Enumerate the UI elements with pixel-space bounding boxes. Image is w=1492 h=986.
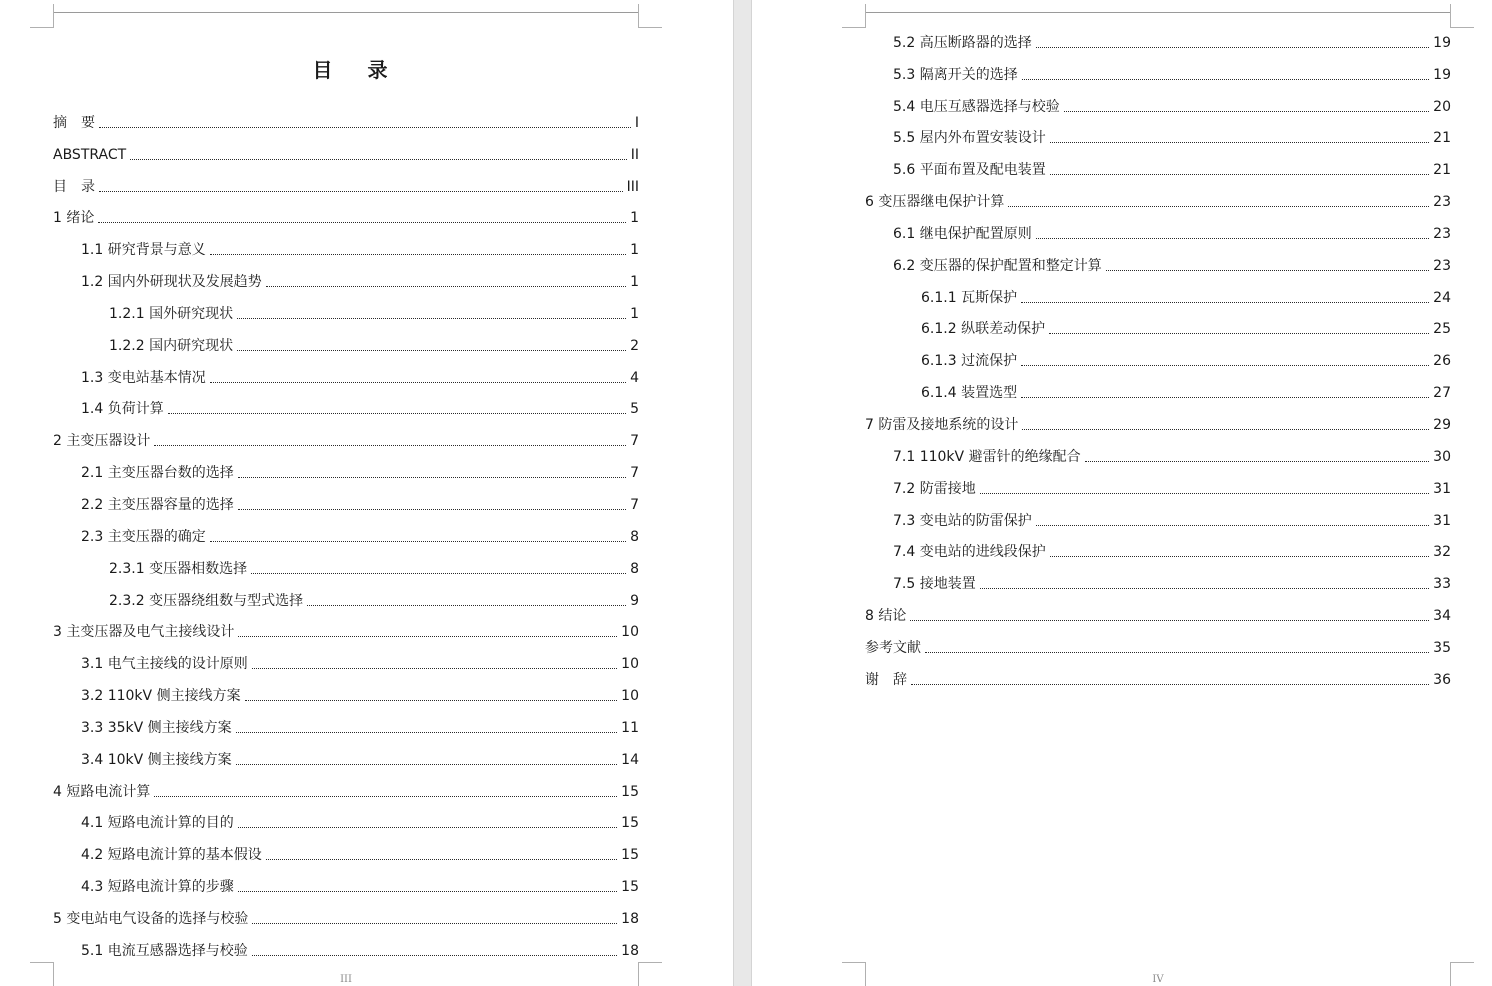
toc-entry[interactable] [865,440,1451,472]
toc-entry[interactable] [53,424,639,456]
toc-entry[interactable] [53,616,639,648]
dot-leader [251,573,626,574]
toc-entry-page-number: 31 [1433,512,1451,529]
dot-leader [210,254,626,255]
dot-leader [266,286,626,287]
toc-entry-page-number: 10 [621,656,639,673]
crop-mark-top-right [1450,4,1474,28]
dot-leader [238,891,617,892]
dot-leader [99,191,623,192]
toc-entry-label: 1.2.1 国外研究现状 [109,305,234,322]
toc-entry-page-number: 19 [1433,34,1451,51]
toc-entry-page-number: 23 [1433,225,1451,242]
dot-leader [238,477,626,478]
toc-entry-label: 7.3 变电站的防雷保护 [893,512,1032,529]
dot-leader [1049,333,1429,334]
toc-entry-page-number: 2 [630,337,639,354]
toc-entry-page-number: 34 [1433,608,1451,625]
toc-entry[interactable] [865,504,1451,536]
toc-entry-label: 2.3.2 变压器绕组数与型式选择 [109,592,304,609]
toc-entry-page-number: 7 [630,433,639,450]
toc-entry-label: 1.4 负荷计算 [81,401,164,418]
dot-leader [238,509,626,510]
toc-entry-label: 6.1.3 过流保护 [921,353,1018,370]
dot-leader [245,700,618,701]
toc-entry-label: 1.2.2 国内研究现状 [109,337,234,354]
toc-entry-page-number: 30 [1433,448,1451,465]
toc-entry-label: 3.4 10kV 侧主接线方案 [81,751,232,768]
toc-entry-page-number: 5 [630,401,639,418]
toc-entry-page-number: III [626,178,639,195]
toc-entry-page-number: 7 [630,496,639,513]
toc-entry-label: 5.4 电压互感器选择与校验 [893,98,1060,115]
toc-entry[interactable] [865,663,1451,695]
toc-entry-page-number: 24 [1433,289,1451,306]
dot-leader [99,127,631,128]
toc-entry[interactable] [53,711,639,743]
toc-entry-page-number: 10 [621,688,639,705]
toc-entry[interactable] [865,472,1451,504]
toc-entry-label: 1.1 研究背景与意义 [81,242,206,259]
toc-entry-page-number: 32 [1433,544,1451,561]
toc-entry-label: 参考文献 [865,639,921,656]
dot-leader [238,636,617,637]
toc-entry[interactable] [53,170,639,202]
crop-mark-top-left [30,4,54,28]
dot-leader [1008,206,1429,207]
dot-leader [210,541,626,542]
toc-entry-page-number: 4 [630,369,639,386]
toc-entry[interactable] [53,329,639,361]
toc-entry[interactable] [865,344,1451,376]
toc-entry[interactable] [53,934,639,966]
toc-entry-label: 2.3.1 变压器相数选择 [109,560,248,577]
toc-entry-page-number: 15 [621,783,639,800]
dot-leader [236,732,618,733]
dot-leader [98,222,626,223]
crop-mark-bottom-right [638,962,662,986]
toc-entry-page-number: 19 [1433,66,1451,83]
dot-leader [1085,461,1430,462]
toc-entry-label: 3.3 35kV 侧主接线方案 [81,719,232,736]
toc-entry[interactable] [53,552,639,584]
toc-entry-label: 3 主变压器及电气主接线设计 [53,624,235,641]
crop-mark-top-right [638,4,662,28]
toc-entry-label: 1 绪论 [53,210,95,227]
dot-leader [980,493,1429,494]
toc-entry-label: 6.1.2 纵联差动保护 [921,321,1046,338]
toc-entry[interactable] [53,106,639,138]
page-gutter [733,0,752,986]
toc-entry-page-number: I [634,114,639,131]
toc-entry-label: 2.2 主变压器容量的选择 [81,496,234,513]
toc-entry-page-number: 23 [1433,257,1451,274]
toc-entry-page-number: 29 [1433,416,1451,433]
toc-entry-label: 5.6 平面布置及配电装置 [893,162,1046,179]
toc-entry-page-number: 21 [1433,162,1451,179]
toc-entry[interactable] [53,838,639,870]
toc-entry[interactable] [53,456,639,488]
toc-entry-page-number: 14 [621,751,639,768]
toc-entry-page-number: 10 [621,624,639,641]
toc-entry-page-number: 1 [630,210,639,227]
dot-leader [130,159,627,160]
toc-entry[interactable] [865,90,1451,122]
dot-leader [1064,111,1429,112]
toc-entry-label: 摘 要 [53,114,95,131]
dot-leader [1050,142,1429,143]
dot-leader [238,827,617,828]
toc-entry-label: 1.2 国内外研现状及发展趋势 [81,274,262,291]
toc-entry-page-number: 36 [1433,671,1451,688]
dot-leader [237,318,626,319]
toc-entry-label: 5.2 高压断路器的选择 [893,34,1032,51]
toc-entry-label: 5.3 隔离开关的选择 [893,66,1018,83]
toc-entry-label: 目 录 [53,178,95,195]
dot-leader [1036,238,1429,239]
toc-entry-label: 7 防雷及接地系统的设计 [865,416,1019,433]
toc-entry[interactable] [865,567,1451,599]
toc-entry-page-number: 35 [1433,639,1451,656]
dot-leader [1021,302,1429,303]
toc-list-right [865,26,1451,695]
toc-entry[interactable] [53,584,639,616]
toc-entry-label: 3.1 电气主接线的设计原则 [81,656,248,673]
toc-entry-label: 4.1 短路电流计算的目的 [81,815,234,832]
toc-entry-label: 7.2 防雷接地 [893,480,976,497]
toc-entry[interactable] [865,58,1451,90]
toc-entry[interactable] [53,679,639,711]
toc-entry-page-number: 31 [1433,480,1451,497]
toc-entry[interactable] [53,297,639,329]
toc-entry-label: 2.3 主变压器的确定 [81,528,206,545]
page-number: IV [1152,974,1164,985]
dot-leader [1036,47,1429,48]
dot-leader [154,445,626,446]
crop-mark-bottom-right [1450,962,1474,986]
toc-entry[interactable] [53,520,639,552]
toc-entry[interactable] [865,313,1451,345]
toc-entry-page-number: 27 [1433,385,1451,402]
toc-entry-label: 2.1 主变压器台数的选择 [81,465,234,482]
header-rule [54,12,638,13]
toc-entry[interactable] [53,233,639,265]
toc-entry-page-number: 8 [630,528,639,545]
toc-entry-label: ABSTRACT [53,146,127,163]
document-page-left [0,0,733,986]
toc-entry-label: 4 短路电流计算 [53,783,151,800]
dot-leader [1022,429,1429,430]
toc-entry-label: 5.5 屋内外布置安装设计 [893,130,1046,147]
dot-leader [252,923,617,924]
crop-mark-top-left [842,4,866,28]
dot-leader [266,859,617,860]
toc-entry-page-number: 20 [1433,98,1451,115]
toc-entry-page-number: II [630,146,639,163]
dot-leader [154,796,617,797]
dot-leader [1021,365,1429,366]
toc-entry-label: 谢 辞 [865,671,907,688]
toc-entry-page-number: 15 [621,815,639,832]
dot-leader [1050,174,1429,175]
toc-entry[interactable] [53,265,639,297]
toc-entry-label: 6.1.1 瓦斯保护 [921,289,1018,306]
toc-entry-page-number: 1 [630,274,639,291]
toc-entry-label: 4.3 短路电流计算的步骤 [81,879,234,896]
toc-entry-page-number: 9 [630,592,639,609]
header-rule [866,12,1450,13]
toc-entry[interactable] [53,202,639,234]
toc-entry[interactable] [865,217,1451,249]
toc-entry-page-number: 33 [1433,576,1451,593]
toc-entry-label: 6.2 变压器的保护配置和整定计算 [893,257,1102,274]
toc-entry[interactable] [865,185,1451,217]
toc-entry-page-number: 8 [630,560,639,577]
dot-leader [307,605,626,606]
toc-entry[interactable] [865,249,1451,281]
dot-leader [911,684,1429,685]
toc-entry[interactable] [865,599,1451,631]
toc-entry-page-number: 21 [1433,130,1451,147]
dot-leader [168,413,626,414]
toc-entry-label: 5 变电站电气设备的选择与校验 [53,910,249,927]
toc-entry-page-number: 25 [1433,321,1451,338]
toc-entry[interactable] [53,488,639,520]
dot-leader [1036,525,1429,526]
dot-leader [1021,397,1429,398]
toc-entry-page-number: 1 [630,305,639,322]
toc-entry-label: 7.5 接地装置 [893,576,976,593]
dot-leader [1106,270,1429,271]
toc-entry[interactable] [865,122,1451,154]
toc-entry-page-number: 15 [621,879,639,896]
toc-entry[interactable] [53,138,639,170]
toc-entry[interactable] [53,393,639,425]
dot-leader [1022,79,1429,80]
toc-entry[interactable] [53,647,639,679]
toc-entry[interactable] [865,631,1451,663]
dot-leader [236,764,618,765]
toc-entry[interactable] [865,408,1451,440]
toc-entry-label: 4.2 短路电流计算的基本假设 [81,847,262,864]
toc-entry[interactable] [53,743,639,775]
dot-leader [210,382,626,383]
toc-list-left [53,106,639,966]
toc-entry-label: 8 结论 [865,608,907,625]
toc-entry-label: 6.1.4 装置选型 [921,385,1018,402]
toc-entry-label: 7.4 变电站的进线段保护 [893,544,1046,561]
dot-leader [252,955,617,956]
toc-entry-label: 5.1 电流互感器选择与校验 [81,942,248,959]
toc-entry-label: 3.2 110kV 侧主接线方案 [81,688,241,705]
toc-entry[interactable] [865,536,1451,568]
dot-leader [925,652,1429,653]
toc-entry-page-number: 7 [630,465,639,482]
toc-entry-page-number: 15 [621,847,639,864]
toc-entry-label: 1.3 变电站基本情况 [81,369,206,386]
dot-leader [1050,556,1429,557]
document-page-right [752,0,1492,986]
toc-entry-page-number: 11 [621,719,639,736]
toc-entry-page-number: 23 [1433,194,1451,211]
page-number: III [340,974,352,985]
toc-entry[interactable] [865,26,1451,58]
toc-entry-page-number: 18 [621,942,639,959]
toc-entry[interactable] [53,870,639,902]
toc-entry[interactable] [865,376,1451,408]
toc-entry[interactable] [53,807,639,839]
toc-entry-label: 6.1 继电保护配置原则 [893,225,1032,242]
dot-leader [910,620,1429,621]
toc-title: 目 录 [312,58,402,82]
toc-entry[interactable] [53,361,639,393]
toc-entry-page-number: 26 [1433,353,1451,370]
toc-entry[interactable] [53,902,639,934]
toc-entry[interactable] [865,153,1451,185]
toc-entry-page-number: 18 [621,910,639,927]
toc-entry-label: 6 变压器继电保护计算 [865,194,1005,211]
crop-mark-bottom-left [30,962,54,986]
toc-entry[interactable] [865,281,1451,313]
dot-leader [252,668,617,669]
toc-entry-label: 7.1 110kV 避雷针的绝缘配合 [893,448,1081,465]
toc-entry-label: 2 主变压器设计 [53,433,151,450]
toc-entry[interactable] [53,775,639,807]
dot-leader [980,588,1429,589]
dot-leader [237,350,626,351]
crop-mark-bottom-left [842,962,866,986]
toc-entry-page-number: 1 [630,242,639,259]
